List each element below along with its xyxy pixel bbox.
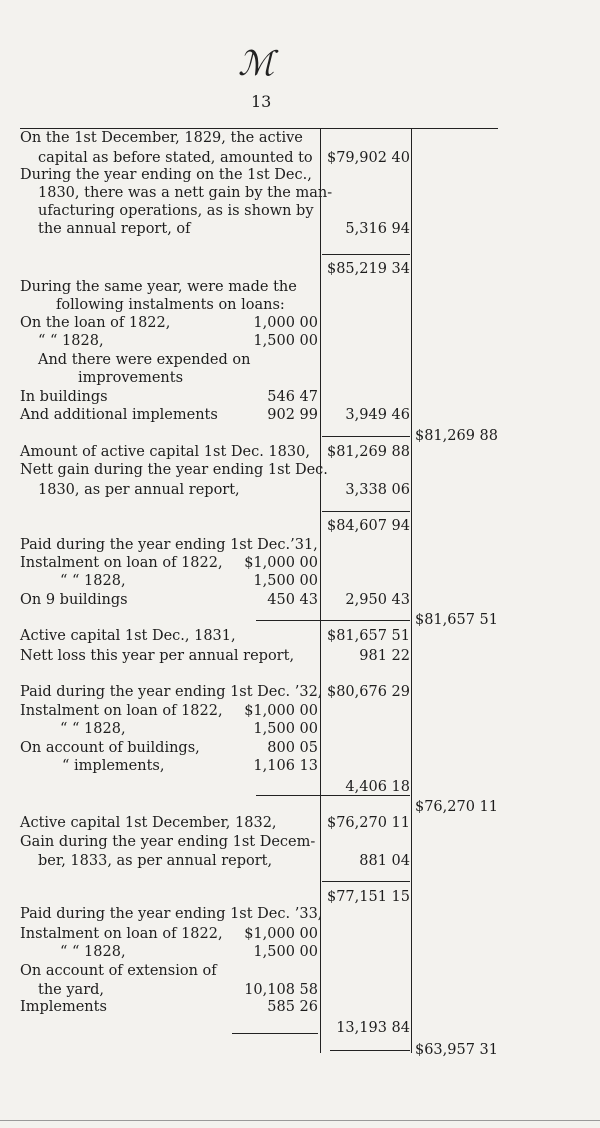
amount-value: 1,106 13: [253, 758, 318, 774]
amount-value: 1,500 00: [253, 721, 318, 737]
ledger-line: Paid during the year ending 1st Dec. ’33,: [20, 906, 323, 922]
ledger-line: Gain during the year ending 1st Decem-: [20, 834, 316, 850]
ledger-line: During the year ending on the 1st Dec.,: [20, 167, 312, 183]
ledger-line: On account of buildings,: [20, 740, 200, 756]
amount-value: 3,949 46: [345, 407, 410, 423]
ledger-line: “ “ 1828,: [60, 573, 126, 589]
amount-value: $81,657 51: [414, 612, 498, 628]
amount-value: 450 43: [267, 592, 318, 608]
ledger-line: Paid during the year ending 1st Dec. ’32,: [20, 684, 323, 700]
amount-value: 546 47: [267, 389, 318, 405]
amount-value: 13,193 84: [336, 1020, 410, 1036]
amount-value: 2,950 43: [345, 592, 410, 608]
amount-value: $84,607 94: [326, 518, 410, 534]
ledger-line: Instalment on loan of 1822,: [20, 926, 223, 942]
ledger-line: “ “ 1828,: [38, 333, 104, 349]
ledger-line: On 9 buildings: [20, 592, 128, 608]
amount-value: 5,316 94: [345, 221, 410, 237]
ledger-line: “ “ 1828,: [60, 721, 126, 737]
ledger-line: the yard,: [38, 982, 105, 998]
ledger-line: the annual report, of: [38, 221, 191, 237]
amount-value: $80,676 29: [326, 684, 410, 700]
amount-value: 3,338 06: [345, 482, 410, 498]
ledger-line: Active capital 1st December, 1832,: [20, 815, 277, 831]
sum-rule-5: [256, 795, 410, 796]
amount-value: $1,000 00: [244, 703, 318, 719]
ledger-line: Instalment on loan of 1822,: [20, 555, 223, 571]
sum-rule-1: [322, 254, 410, 255]
page-number: 13: [251, 92, 272, 111]
ledger-line: Paid during the year ending 1st Dec.’31,: [20, 537, 318, 553]
amount-value: $81,657 51: [326, 628, 410, 644]
handwritten-mark: ℳ: [238, 44, 273, 84]
amount-value: 1,500 00: [253, 333, 318, 349]
amount-value: $76,270 11: [326, 815, 410, 831]
page-bottom-edge: [0, 1120, 600, 1121]
ledger-line: ufacturing operations, as is shown by: [38, 203, 314, 219]
ledger-line: On the loan of 1822,: [20, 315, 171, 331]
amount-value: $63,957 31: [414, 1042, 498, 1058]
amount-value: 800 05: [267, 740, 318, 756]
ledger-line: 1830, as per annual report,: [38, 482, 240, 498]
amount-value: 1,500 00: [253, 944, 318, 960]
amount-value: $81,269 88: [414, 428, 498, 444]
ledger-line: Active capital 1st Dec., 1831,: [20, 628, 236, 644]
ledger-line: And there were expended on: [38, 352, 251, 368]
ledger-line: Instalment on loan of 1822,: [20, 703, 223, 719]
amount-value: $1,000 00: [244, 555, 318, 571]
amount-value: $76,270 11: [414, 799, 498, 815]
ledger-line: In buildings: [20, 389, 108, 405]
amount-value: 1,000 00: [253, 315, 318, 331]
ledger-line: following instalments on loans:: [56, 297, 285, 313]
ledger-line: Nett loss this year per annual report,: [20, 648, 295, 664]
ledger-line: Amount of active capital 1st Dec. 1830,: [20, 444, 310, 460]
amount-value: $81,269 88: [326, 444, 410, 460]
ledger-line: improvements: [78, 370, 184, 386]
ledger-line: ber, 1833, as per annual report,: [38, 853, 273, 869]
ledger-line: On the 1st December, 1829, the active: [20, 130, 303, 146]
amount-value: 881 04: [359, 853, 410, 869]
ledger-line: capital as before stated, amounted to: [38, 150, 313, 166]
amount-value: 902 99: [267, 407, 318, 423]
ledger-line: On account of extension of: [20, 963, 217, 979]
top-rule: [20, 128, 498, 129]
ledger-line: Nett gain during the year ending 1st Dec.: [20, 462, 328, 478]
column-divider-right: [411, 128, 412, 1053]
ledger-line: Implements: [20, 999, 107, 1015]
sum-rule-3: [322, 511, 410, 512]
amount-value: $79,902 40: [326, 150, 410, 166]
sum-rule-6: [322, 881, 410, 882]
ledger-line: “ “ 1828,: [60, 944, 126, 960]
amount-value: $85,219 34: [326, 261, 410, 277]
amount-value: 4,406 18: [345, 779, 410, 795]
amount-value: $77,151 15: [326, 889, 410, 905]
amount-value: $1,000 00: [244, 926, 318, 942]
ledger-line: During the same year, were made the: [20, 279, 297, 295]
ledger-line: And additional implements: [20, 407, 218, 423]
ledger-line: “ implements,: [62, 758, 165, 774]
amount-value: 981 22: [359, 648, 410, 664]
amount-value: 585 26: [267, 999, 318, 1015]
amount-value: 1,500 00: [253, 573, 318, 589]
ledger-line: 1830, there was a nett gain by the man-: [38, 185, 333, 201]
amount-value: 10,108 58: [244, 982, 318, 998]
